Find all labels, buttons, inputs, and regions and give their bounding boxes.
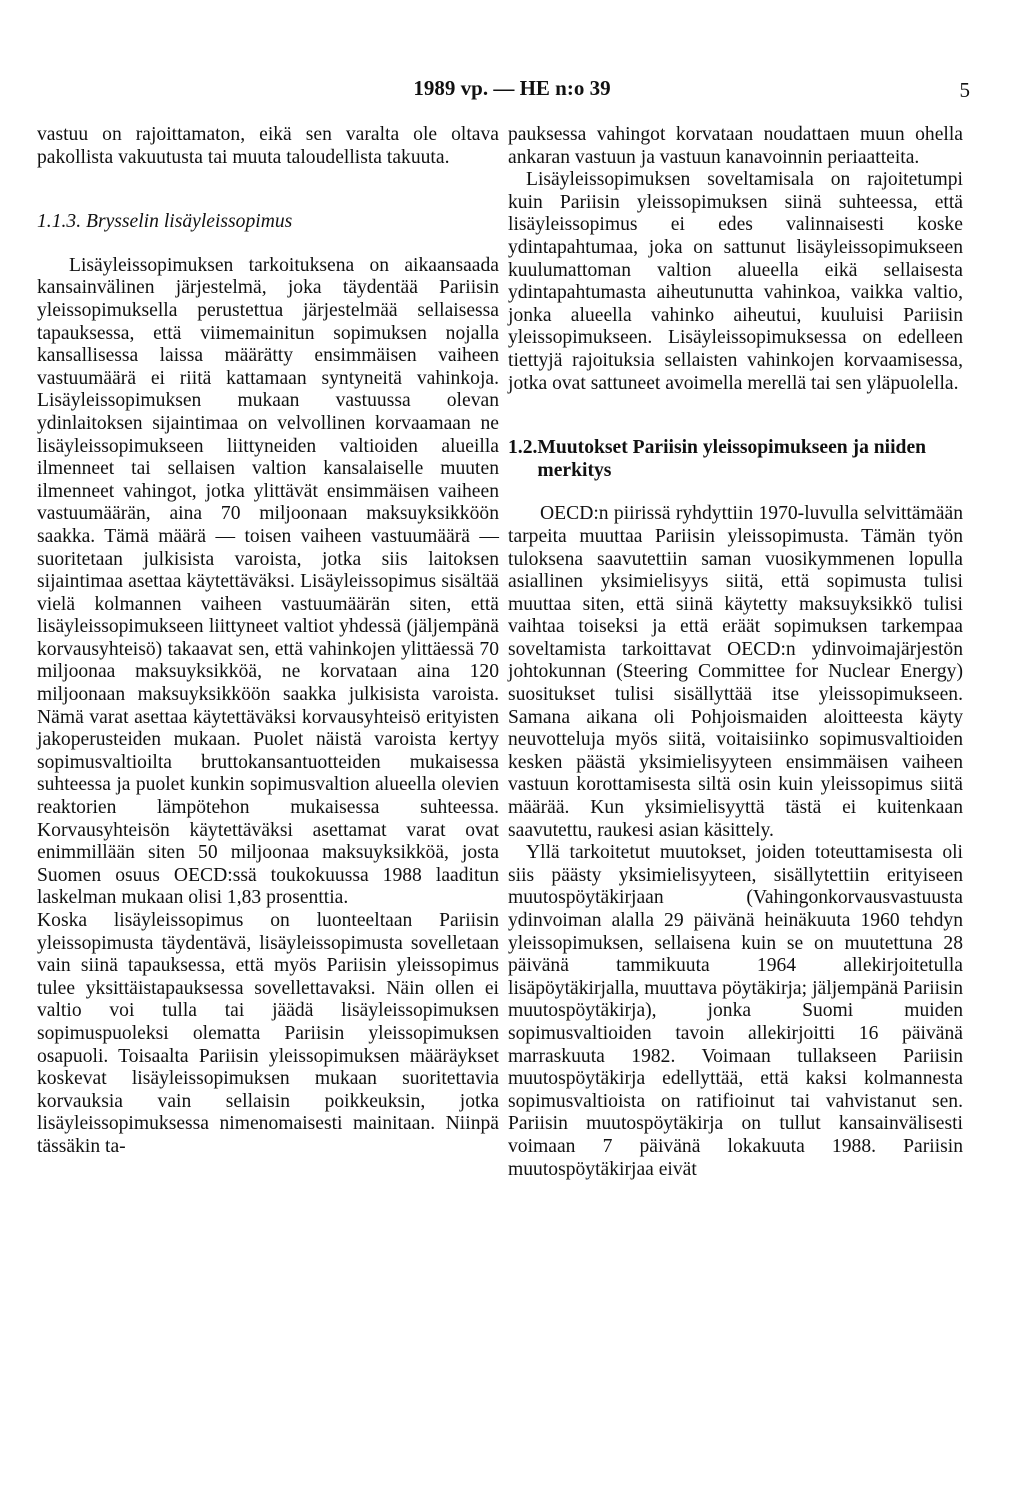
page-header <box>0 76 1024 106</box>
paragraph: Koska lisäyleissopimus on luonteeltaan Pariisin yleissopimusta täydentävä, lisäyleissopimusta sovelletaan vain siinä tapauksessa, että myös Pariisin yleissopimus tulee yksittäistapauksessa sovellettavaksi. Näin ollen ei valtio voi tulla tai jäädä lisäyleissopimuksen sopimuspuoleksi olematta Pariisin yleissopimuksen osapuoli. Toisaalta Pariisin yleissopimuksen määräykset koskevat lisäyleissopimuksen mukaan suoritettavia korvauksia vain sellaisin poikkeuksin, jotka lisäyleissopimuksessa nimenomaisesti mainitaan. Niinpä tässäkin ta- <box>37 910 499 1157</box>
running-title: 1989 vp. — HE n:o 39 <box>413 76 611 100</box>
section-title: Brysselin lisäyleissopimus <box>86 211 293 233</box>
section-title: Muutokset Pariisin yleissopimukseen ja niiden merkitys <box>537 437 927 481</box>
section-number: 1.2. <box>508 437 538 459</box>
page-number: 5 <box>959 78 970 102</box>
left-column <box>37 124 499 1159</box>
section-heading-1-2 <box>508 437 963 482</box>
paragraph: vastuu on rajoittamaton, eikä sen varalta ole oltava pakollista vakuutusta tai muuta taloudellista takuuta. <box>37 124 499 168</box>
paragraph: Lisäyleissopimuksen soveltamisala on rajoitetumpi kuin Pariisin yleissopimuksen siinä suhteessa, että lisäyleissopimus ei edes valinnaisesti koske ydintapahtumaa, joka on sattunut lisäyleissopimukseen kuulumattoman valtion alueella eikä sellaisesta ydintapahtumasta aiheutunutta vahinkoa, vaikka valtio, jonka alueella vahinko aiheutui, kuuluisi Pariisin yleissopimukseen. Lisäyleissopimuksessa on edelleen tiettyjä rajoituksia sellaisten vahinkojen korvaamisessa, jotka ovat sattuneet avoimella merellä tai sen yläpuolella. <box>508 169 963 394</box>
paragraph: pauksessa vahingot korvataan noudattaen muun ohella ankaran vastuun ja vastuun kanavoinnin periaatteita. <box>508 124 963 168</box>
section-number: 1.1.3. <box>37 211 82 233</box>
section-heading-1-1-3 <box>37 211 499 234</box>
paragraph: OECD:n piirissä ryhdyttiin 1970-luvulla selvittämään tarpeita muuttaa Pariisin yleissopimusta. Tämän työn tuloksena saavutettiin saman vuosikymmenen lopulla asiallinen yksimielisyys siitä, että sopimusta tulisi muuttaa siten, että siinä käytetty maksuyksikkö tulisi vaihtaa toiseksi ja että eräät sopimuksen tarkempaa soveltamista tarkoittavat OECD:n ydinvoimajärjestön johtokunnan (Steering Committee for Nuclear Energy) suositukset tulisi sisällyttää itse yleissopimukseen. Samana aikana oli Pohjoismaiden aloitteesta käyty neuvotteluja myös siitä, voitaisiinko sopimusvaltioiden kesken päästä yksimielisyyteen ensimmäisen vaiheen vastuun korottamisesta siltä osin kuin yleissopimus siitä määrää. Kun yksimielisyyttä tästä ei kuitenkaan saavutettu, raukesi asian käsittely. <box>508 503 963 841</box>
paragraph: Lisäyleissopimuksen tarkoituksena on aikaansaada kansainvälinen järjestelmä, joka täydentää Pariisin yleissopimuksella perustettua järjestelmää sellaisessa tapauksessa, että viimemainitun sopimuksen nojalla kansallisessa laissa määrätty ensimmäisen vaiheen vastuumäärä ei riitä kattamaan syntyneitä vahinkoja. Lisäyleissopimuksen mukaan vastuussa olevan ydinlaitoksen sijaintimaa on velvollinen korvaamaan ne lisäyleissopimukseen liittyneiden valtioiden alueilla ilmenneet tai sellaisen valtion kansalaiselle muuten ilmenneet vahingot, jotka ylittävät ensimmäisen vaiheen vastuumäärän, aina 70 miljoonaan maksuyksikköön saakka. Tämä määrä — toisen vaiheen vastuumäärä — suoritetaan julkisista varoista, jotka siis laitoksen sijaintimaa asettaa käytettäväksi. Lisäyleissopimus sisältää vielä kolmannen vaiheen vastuumäärän siten, että lisäyleissopimukseen liittyneet valtiot yhdessä (jäljempänä korvausyhteisö) takaavat sen, että vahinkojen ylittäessä 70 miljoonaa maksuyksikköä, ne korvataan aina 120 miljoonaan maksuyksikköön saakka julkisista varoista. Nämä varat asettaa käytettäväksi korvausyhteisö erityisten jakoperusteiden mukaan. Puolet näistä varoista kertyy sopimusvaltioilta bruttokansantuotteiden mukaisessa suhteessa ja puolet kunkin sopimusvaltion alueella olevien reaktorien lämpötehon mukaisessa suhteessa. Korvausyhteisön käytettäväksi asettamat varat ovat enimmillään siten 50 miljoonaa maksuyksikköä, josta Suomen osuus OECD:ssä toukokuussa 1988 laaditun laskelman mukaan olisi 1,83 prosenttia. <box>37 254 499 909</box>
paragraph: Yllä tarkoitetut muutokset, joiden toteuttamisesta oli siis päästy yksimielisyyteen, sisällytettiin erityiseen muutospöytäkirjaan (Vahingonkorvausvastuusta ydinvoiman alalla 29 päivänä heinäkuuta 1960 tehdyn yleissopimuksen, sellaisena kuin se on muutettuna 28 päivänä tammikuuta 1964 allekirjoitetulla lisäpöytäkirjalla, muuttava pöytäkirja; jäljempänä Pariisin muutospöytäkirja), jonka Suomi muiden sopimusvaltioiden tavoin allekirjoitti 16 päivänä marraskuuta 1982. Voimaan tullakseen Pariisin muutospöytäkirja edellyttää, että kaksi kolmannesta sopimusvaltioista on ratifioinut tai vahvistanut sen. Pariisin muutospöytäkirja on tullut kansainvälisesti voimaan 7 päivänä lokakuuta 1988. Pariisin muutospöytäkirjaa eivät <box>508 842 963 1180</box>
right-column <box>508 124 963 1181</box>
